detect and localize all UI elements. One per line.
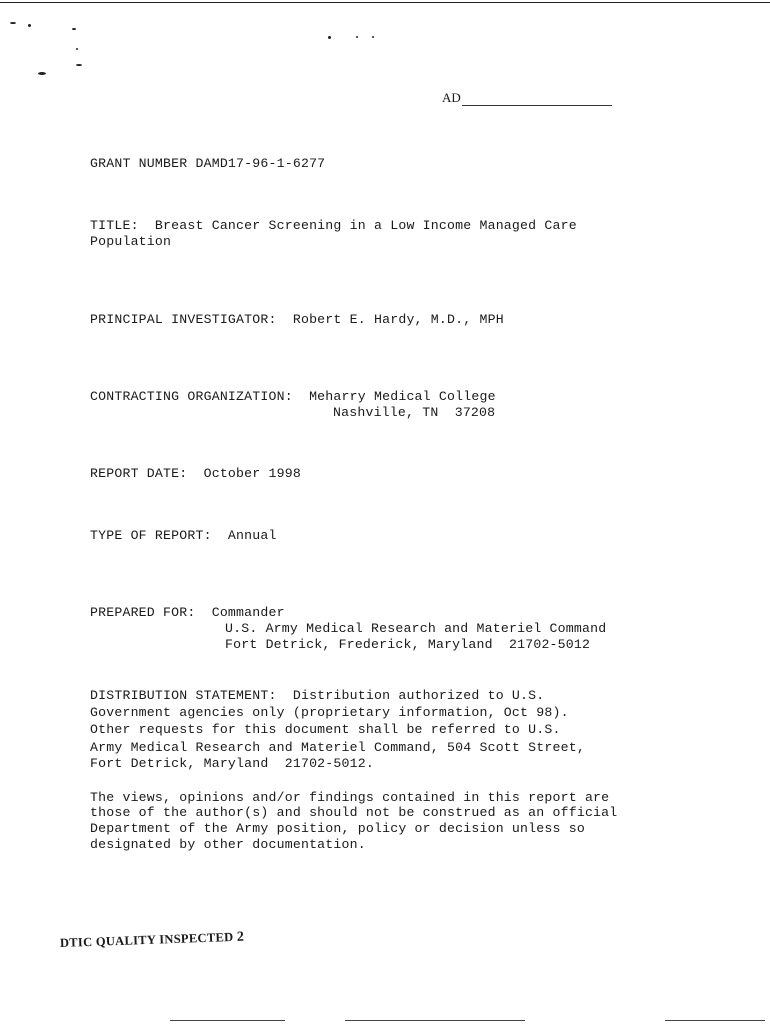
disclaimer-line-1: The views, opinions and/or findings contained in this report are	[90, 790, 610, 805]
disclaimer-line-4: designated by other documentation.	[90, 837, 366, 852]
principal-investigator: PRINCIPAL INVESTIGATOR: Robert E. Hardy, M.D., MPH	[90, 312, 504, 327]
scan-speck	[76, 48, 78, 50]
prepared-for-address: Fort Detrick, Frederick, Maryland 21702-5012	[225, 637, 591, 652]
prepared-for-command: U.S. Army Medical Research and Materiel Command	[225, 621, 607, 636]
title-line-2: Population	[90, 234, 172, 249]
dtic-quality-stamp	[60, 930, 245, 952]
report-type: TYPE OF REPORT: Annual	[90, 528, 277, 543]
disclaimer-line-3: Department of the Army position, policy or decision unless so	[90, 821, 585, 836]
scan-speck	[76, 64, 82, 66]
prepared-for: PREPARED FOR: Commander	[90, 605, 285, 620]
report-date: REPORT DATE: October 1998	[90, 466, 301, 481]
distribution-line-1: DISTRIBUTION STATEMENT: Distribution authorized to U.S.	[90, 688, 545, 703]
distribution-line-2: Government agencies only (proprietary information, Oct 98).	[90, 705, 569, 720]
organization-address: Nashville, TN 37208	[333, 405, 496, 420]
title-line-1: TITLE: Breast Cancer Screening in a Low Income Managed Care	[90, 218, 577, 233]
ad-label: AD	[442, 90, 461, 105]
contracting-organization: CONTRACTING ORGANIZATION: Meharry Medical College	[90, 389, 496, 404]
distribution-line-5: Fort Detrick, Maryland 21702-5012.	[90, 756, 374, 771]
bottom-rule-right	[665, 1020, 765, 1021]
bottom-rule-middle	[345, 1020, 525, 1021]
top-border-line	[0, 2, 770, 3]
scan-speck	[372, 36, 374, 38]
scan-speck	[356, 36, 358, 38]
scan-speck	[38, 72, 46, 75]
distribution-line-4: Army Medical Research and Materiel Command, 504 Scott Street,	[90, 740, 585, 755]
bottom-rule-left	[170, 1020, 285, 1021]
scan-speck	[72, 28, 76, 30]
grant-number: GRANT NUMBER DAMD17-96-1-6277	[90, 156, 326, 171]
scan-speck	[10, 22, 16, 24]
scan-speck	[328, 36, 331, 39]
ad-number-line	[462, 105, 612, 106]
stamp-text: DTIC QUALITY INSPECTED	[59, 929, 234, 950]
disclaimer-line-2: those of the author(s) and should not be construed as an official	[90, 805, 618, 820]
distribution-line-3: Other requests for this document shall be referred to U.S.	[90, 722, 561, 737]
stamp-number: 2	[236, 929, 245, 945]
scan-speck	[28, 24, 31, 27]
